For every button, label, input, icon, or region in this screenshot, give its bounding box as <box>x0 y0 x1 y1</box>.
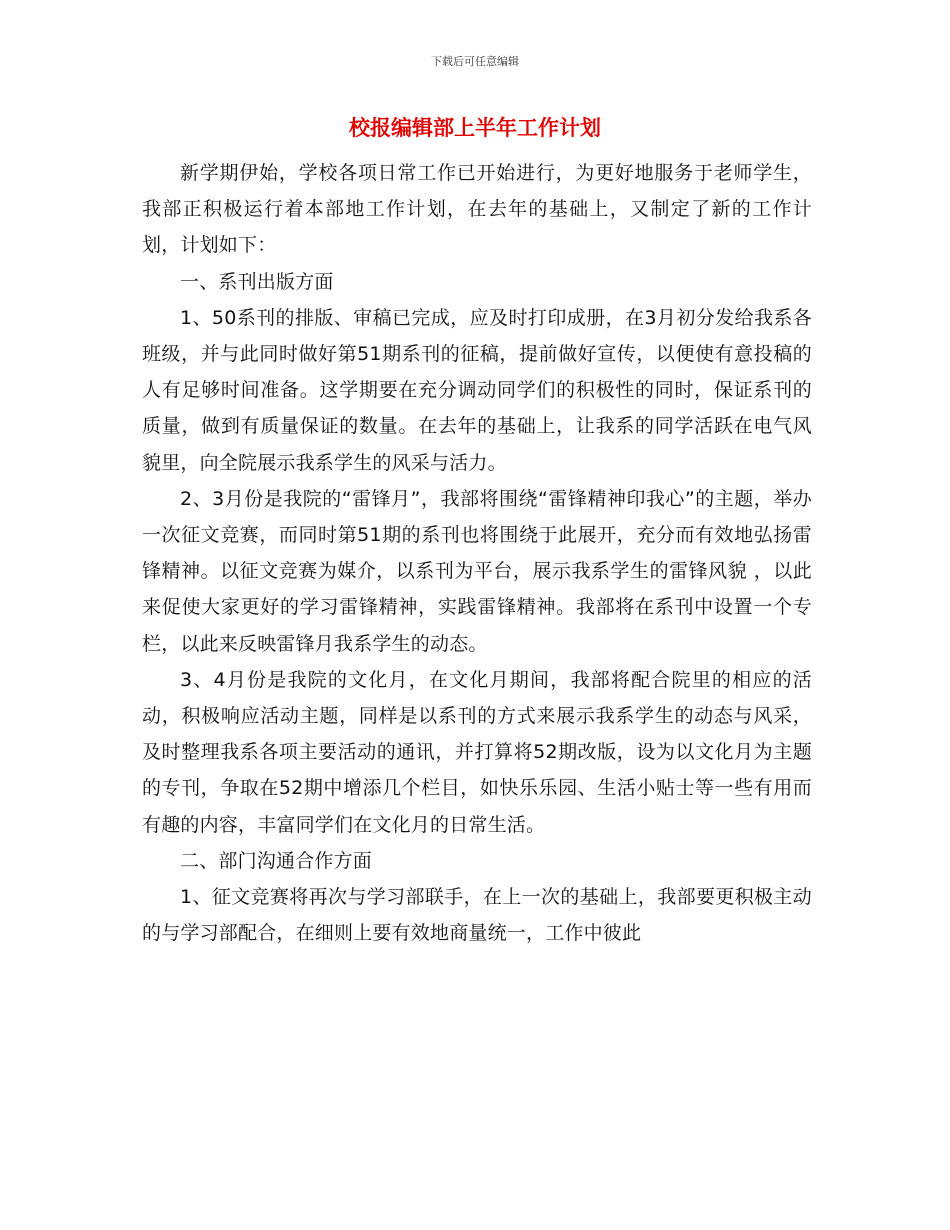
paragraph-item-2: 2、3月份是我院的“雷锋月”，我部将围绕“雷锋精神印我心”的主题，举办一次征文竞赛，而同时第51期的系刊也将围绕于此展开，充分而有效地弘扬雷锋精神。以征文竞赛为媒介，以系刊为平台，展示我系学生的雷锋风貌 ，以此来促使大家更好的学习雷锋精神，实践雷锋精神。我部将在系刊中设置一个专栏，以此来反映雷锋月我系学生的动态。 <box>142 487 812 655</box>
document-body <box>142 155 812 951</box>
paragraph-item-3: 3、4月份是我院的文化月，在文化月期间，我部将配合院里的相应的活动，积极响应活动主题，同样是以系刊的方式来展示我系学生的动态与风采，及时整理我系各项主要活动的通讯，并打算将52期改版，设为以文化月为主题的专刊，争取在52期中增添几个栏目，如快乐乐园、生活小贴士等一些有用而有趣的内容，丰富同学们在文化月的日常生活。 <box>142 668 812 836</box>
paragraph-cooperation-1: 1、征文竞赛将再次与学习部联手，在上一次的基础上，我部要更积极主动的与学习部配合，在细则上要有效地商量统一，工作中彼此 <box>142 886 812 945</box>
section-heading-publication: 一、系刊出版方面 <box>180 270 334 293</box>
document-title: 校报编辑部上半年工作计划 <box>349 116 601 140</box>
header-note: 下载后可任意编辑 <box>431 55 519 68</box>
paragraph-intro: 新学期伊始，学校各项日常工作已开始进行，为更好地服务于老师学生，我部正积极运行着本部地工作计划，在去年的基础上，又制定了新的工作计划，计划如下： <box>142 162 812 257</box>
section-heading-cooperation: 二、部门沟通合作方面 <box>180 849 373 872</box>
paragraph-item-1: 1、50系刊的排版、审稿已完成，应及时打印成册，在3月初分发给我系各班级，并与此同时做好第51期系刊的征稿，提前做好宣传，以便使有意投稿的人有足够时间准备。这学期要在充分调动同学们的积极性的同时，保证系刊的质量，做到有质量保证的数量。在去年的基础上，让我系的同学活跃在电气风貌里，向全院展示我系学生的风采与活力。 <box>142 306 812 474</box>
